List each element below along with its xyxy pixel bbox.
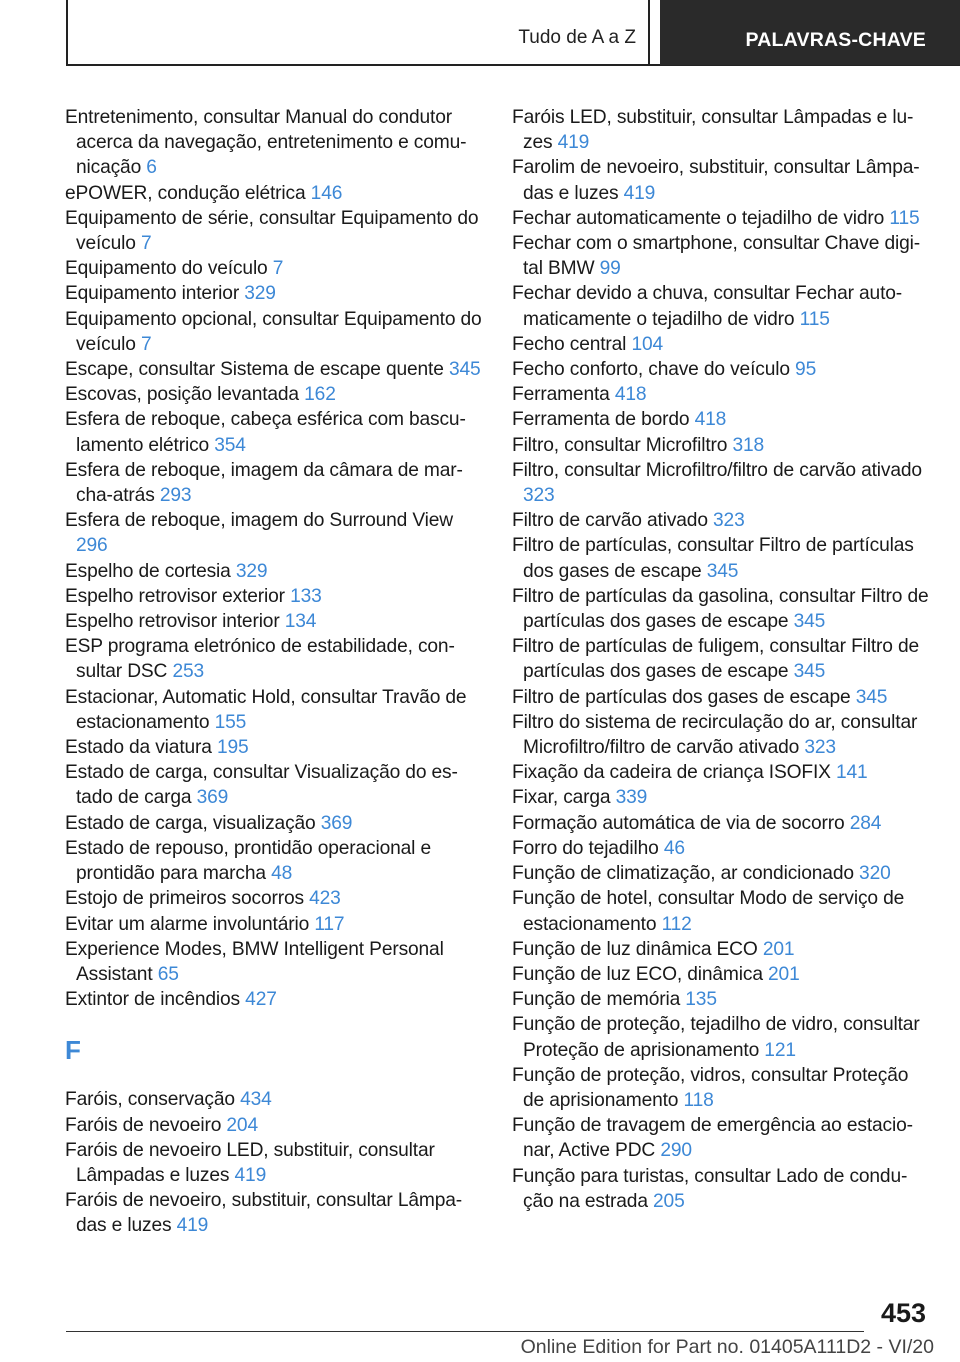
page-link[interactable]: 369 bbox=[320, 812, 353, 834]
index-entry-term: Faróis LED, substituir, consultar Lâmpadas e luzes bbox=[512, 107, 914, 154]
index-entry-term: Ferramenta de bordo bbox=[512, 409, 690, 431]
header-divider bbox=[648, 0, 650, 65]
index-entry bbox=[512, 962, 930, 987]
page-link[interactable]: 253 bbox=[172, 661, 205, 683]
index-entry bbox=[512, 206, 930, 231]
page-link[interactable]: 133 bbox=[290, 585, 322, 607]
index-entry-term: Farolim de nevoeiro, substituir, consultar Lâmpadas e luzes bbox=[512, 157, 920, 204]
index-letter-heading: F bbox=[65, 1035, 81, 1066]
index-entry-term: Extintor de incêndios bbox=[65, 989, 240, 1011]
index-entry bbox=[512, 584, 930, 634]
index-entry bbox=[512, 433, 930, 458]
index-entry bbox=[65, 307, 483, 357]
index-entry-term: Função de climatização, ar condicionado bbox=[512, 863, 854, 885]
page-link[interactable]: 195 bbox=[216, 737, 249, 759]
page-link[interactable]: 201 bbox=[768, 963, 800, 985]
page-link[interactable]: 345 bbox=[706, 560, 739, 582]
index-entry-term: Fechar automaticamente o tejadilho de vidro bbox=[512, 207, 885, 229]
index-entry-term: Espelho de cortesia bbox=[65, 560, 231, 582]
index-entry bbox=[65, 735, 483, 760]
index-entry-term: Formação automática de via de socorro bbox=[512, 812, 845, 834]
index-entry-term: Estado de repouso, prontidão operacional e prontidão para marcha bbox=[65, 837, 431, 885]
index-entry-term: Equipamento de série, consultar Equipamento do veículo bbox=[65, 207, 479, 255]
index-entry bbox=[512, 105, 930, 155]
page-link[interactable]: 112 bbox=[661, 913, 692, 935]
index-entry bbox=[512, 785, 930, 810]
index-group-f bbox=[65, 1087, 483, 1238]
page-link[interactable]: 318 bbox=[732, 434, 765, 456]
page-link[interactable]: 339 bbox=[615, 787, 648, 809]
page-link[interactable]: 6 bbox=[146, 157, 157, 179]
index-entry-term: Faróis, conservação bbox=[65, 1089, 235, 1111]
page-link[interactable]: 7 bbox=[272, 258, 284, 280]
page-link[interactable]: 118 bbox=[683, 1089, 714, 1111]
index-entry-term: Esfera de reboque, cabeça esférica com basculamento elétrico bbox=[65, 409, 466, 456]
footer-rule bbox=[66, 1331, 864, 1332]
index-entry-term: Faróis de nevoeiro bbox=[65, 1114, 222, 1136]
page-link[interactable]: 329 bbox=[244, 283, 276, 305]
index-entry-term: Faróis de nevoeiro, substituir, consultar Lâmpadas e luzes bbox=[65, 1190, 463, 1237]
index-entry bbox=[65, 584, 483, 609]
page-link[interactable]: 354 bbox=[214, 434, 246, 456]
page-link[interactable]: 115 bbox=[799, 308, 830, 330]
index-group-f-continued bbox=[512, 105, 930, 1214]
index-column-right bbox=[512, 105, 930, 1214]
page-link[interactable]: 141 bbox=[836, 762, 868, 784]
index-entry bbox=[512, 634, 930, 684]
index-entry-term: Fixação da cadeira de criança ISOFIX bbox=[512, 762, 831, 784]
index-entry-term: Função para turistas, consultar Lado de condução na estrada bbox=[512, 1165, 908, 1212]
page-link[interactable]: 345 bbox=[448, 359, 481, 381]
page-link[interactable]: 205 bbox=[653, 1190, 685, 1212]
page-link[interactable]: 284 bbox=[849, 812, 882, 834]
index-entry bbox=[65, 685, 483, 735]
header-left-rule bbox=[66, 0, 68, 65]
index-entry-term: Filtro do sistema de recirculação do ar, consultar Microfiltro/filtro de carvão ativado bbox=[512, 711, 918, 759]
index-entry-term: Fechar com o smartphone, consultar Chave digital BMW bbox=[512, 233, 921, 280]
index-entry bbox=[65, 836, 483, 886]
index-entry-term: Estacionar, Automatic Hold, consultar Travão de estacionamento bbox=[65, 686, 467, 733]
page-link[interactable]: 146 bbox=[310, 182, 343, 204]
index-entry-term: Espelho retrovisor exterior bbox=[65, 585, 285, 607]
index-entry-term: Estado de carga, consultar Visualização do estado de carga bbox=[65, 762, 458, 809]
index-entry-term: Filtro de partículas de fuligem, consultar Filtro de partículas dos gases de escape bbox=[512, 636, 920, 683]
index-entry bbox=[65, 559, 483, 584]
index-entry-term: Experience Modes, BMW Intelligent Personal Assistant bbox=[65, 938, 444, 985]
index-entry bbox=[65, 458, 483, 508]
index-entry-term: ESP programa eletrónico de estabilidade, consultar DSC bbox=[65, 636, 455, 683]
page-link[interactable]: 419 bbox=[176, 1215, 209, 1237]
page-link[interactable]: 7 bbox=[140, 233, 152, 255]
index-entry-term: ePOWER, condução elétrica bbox=[65, 182, 306, 204]
index-entry bbox=[512, 886, 930, 936]
index-entry-term: Função de proteção, tejadilho de vidro, consultar Proteção de aprisionamento bbox=[512, 1014, 920, 1061]
index-entry-term: Filtro de partículas, consultar Filtro de partículas dos gases de escape bbox=[512, 535, 914, 582]
page-link[interactable]: 104 bbox=[631, 333, 664, 355]
index-entry bbox=[512, 231, 930, 281]
index-entry-term: Fechar devido a chuva, consultar Fechar automaticamente o tejadilho de vidro bbox=[512, 283, 903, 330]
page-link[interactable]: 434 bbox=[240, 1089, 272, 1111]
index-entry-term: Esfera de reboque, imagem da câmara de marcha-atrás bbox=[65, 459, 463, 507]
index-entry-term: Faróis de nevoeiro LED, substituir, consultar Lâmpadas e luzes bbox=[65, 1139, 435, 1186]
page-link[interactable]: 369 bbox=[196, 787, 229, 809]
index-entry bbox=[65, 760, 483, 810]
index-entry bbox=[65, 1087, 483, 1112]
index-entry bbox=[512, 760, 930, 785]
page-link[interactable]: 323 bbox=[804, 737, 836, 759]
page-link[interactable]: 134 bbox=[284, 611, 317, 633]
page-link[interactable]: 48 bbox=[271, 863, 293, 885]
page-link[interactable]: 323 bbox=[713, 510, 745, 532]
index-entry bbox=[512, 1113, 930, 1163]
index-entry-term: Forro do tejadilho bbox=[512, 837, 659, 859]
index-entry bbox=[512, 937, 930, 962]
index-entry-term: Fixar, carga bbox=[512, 787, 611, 809]
index-entry bbox=[65, 181, 483, 206]
page-link[interactable]: 323 bbox=[523, 485, 555, 507]
index-entry bbox=[512, 357, 930, 382]
page-link[interactable]: 329 bbox=[235, 560, 268, 582]
index-entry-term: Estado da viatura bbox=[65, 737, 212, 759]
index-entry bbox=[65, 886, 483, 911]
index-entry bbox=[512, 533, 930, 583]
page-link[interactable]: 155 bbox=[214, 711, 247, 733]
index-entry-term: Filtro de partículas dos gases de escape bbox=[512, 686, 851, 708]
section-title: Tudo de A a Z bbox=[518, 27, 636, 48]
index-entry bbox=[512, 710, 930, 760]
index-entry-term: Entretenimento, consultar Manual do condutor acerca da navegação, entretenimento e comunicação bbox=[65, 107, 467, 179]
chapter-tab-label: PALAVRAS-CHAVE bbox=[745, 29, 926, 51]
index-entry bbox=[512, 811, 930, 836]
page-number: 453 bbox=[880, 1298, 926, 1328]
index-entry-term: Fecho central bbox=[512, 333, 627, 355]
page-link[interactable]: 419 bbox=[557, 132, 590, 154]
index-entry bbox=[512, 508, 930, 533]
index-entry-term: Filtro de partículas da gasolina, consultar Filtro de partículas dos gases de escape bbox=[512, 585, 929, 633]
index-entry bbox=[512, 458, 930, 508]
index-entry bbox=[65, 256, 483, 281]
index-entry bbox=[512, 155, 930, 205]
page-link[interactable]: 345 bbox=[855, 686, 888, 708]
index-entry-term: Estado de carga, visualização bbox=[65, 812, 316, 834]
index-entry bbox=[512, 281, 930, 331]
index-entry-term: Função de memória bbox=[512, 989, 681, 1011]
index-column-left bbox=[65, 105, 483, 1239]
page-link[interactable]: 115 bbox=[889, 207, 920, 229]
page-link[interactable]: 345 bbox=[793, 611, 826, 633]
page-link[interactable]: 290 bbox=[660, 1140, 692, 1162]
page-link[interactable]: 46 bbox=[663, 837, 685, 859]
index-entry-term: Função de travagem de emergência ao estacionar, Active PDC bbox=[512, 1115, 913, 1162]
index-entry bbox=[65, 382, 483, 407]
index-entry-term: Filtro de carvão ativado bbox=[512, 510, 708, 532]
index-entry-term: Evitar um alarme involuntário bbox=[65, 913, 310, 935]
index-entry bbox=[65, 508, 483, 558]
index-entry-term: Escape, consultar Sistema de escape quente bbox=[65, 359, 444, 381]
page-link[interactable]: 293 bbox=[159, 485, 192, 507]
page-link[interactable]: 95 bbox=[795, 359, 817, 381]
index-entry bbox=[512, 861, 930, 886]
index-entry bbox=[65, 1138, 483, 1188]
index-entry bbox=[512, 836, 930, 861]
page-link[interactable]: 201 bbox=[762, 938, 795, 960]
index-entry bbox=[512, 382, 930, 407]
page-link[interactable]: 99 bbox=[599, 258, 621, 280]
index-group-e bbox=[65, 105, 483, 1012]
page-link[interactable]: 419 bbox=[234, 1164, 267, 1186]
index-entry-term: Função de luz ECO, dinâmica bbox=[512, 963, 763, 985]
chapter-tab[interactable] bbox=[660, 0, 960, 65]
page-link[interactable]: 345 bbox=[793, 661, 826, 683]
page-link[interactable]: 423 bbox=[309, 888, 341, 910]
index-entry-term: Escovas, posição levantada bbox=[65, 384, 299, 406]
index-entry bbox=[512, 407, 930, 432]
page-link[interactable]: 320 bbox=[859, 863, 891, 885]
index-entry-term: Função de luz dinâmica ECO bbox=[512, 938, 758, 960]
index-entry-term: Esfera de reboque, imagem do Surround View bbox=[65, 510, 453, 532]
index-entry-term: Espelho retrovisor interior bbox=[65, 611, 280, 633]
index-entry-term: Estojo de primeiros socorros bbox=[65, 888, 304, 910]
page-link[interactable]: 296 bbox=[76, 535, 108, 557]
index-entry-term: Ferramenta bbox=[512, 384, 610, 406]
index-entry bbox=[65, 987, 483, 1012]
page-link[interactable]: 418 bbox=[614, 384, 647, 406]
index-entry bbox=[65, 105, 483, 181]
index-entry-term: Equipamento opcional, consultar Equipamento do veículo bbox=[65, 308, 482, 355]
footer-edition: Online Edition for Part no. 01405A111D2 - VI/20 bbox=[520, 1336, 934, 1358]
index-entry bbox=[65, 1113, 483, 1138]
index-entry bbox=[65, 206, 483, 256]
index-entry bbox=[512, 685, 930, 710]
index-entry bbox=[65, 912, 483, 937]
index-entry bbox=[65, 281, 483, 306]
index-entry bbox=[512, 1012, 930, 1062]
page-link[interactable]: 419 bbox=[623, 182, 656, 204]
index-entry bbox=[65, 357, 483, 382]
index-entry-term: Filtro, consultar Microfiltro/filtro de carvão ativado bbox=[512, 459, 922, 481]
index-entry bbox=[512, 1063, 930, 1113]
index-entry bbox=[65, 937, 483, 987]
index-entry bbox=[65, 1188, 483, 1238]
index-entry-term: Equipamento do veículo bbox=[65, 258, 268, 280]
page-link[interactable]: 117 bbox=[314, 913, 345, 935]
index-entry bbox=[65, 811, 483, 836]
index-entry-term: Filtro, consultar Microfiltro bbox=[512, 434, 728, 456]
index-entry bbox=[65, 407, 483, 457]
index-entry bbox=[512, 1164, 930, 1214]
page-link[interactable]: 121 bbox=[764, 1039, 796, 1061]
index-entry-term: Equipamento interior bbox=[65, 283, 240, 305]
index-entry bbox=[512, 987, 930, 1012]
index-entry bbox=[512, 332, 930, 357]
index-entry-term: Função de proteção, vidros, consultar Proteção de aprisionamento bbox=[512, 1064, 909, 1111]
page-link[interactable]: 65 bbox=[157, 963, 179, 985]
index-entry bbox=[65, 634, 483, 684]
page-link[interactable]: 162 bbox=[304, 384, 336, 406]
index-entry-term: Fecho conforto, chave do veículo bbox=[512, 359, 790, 381]
index-entry-term: Função de hotel, consultar Modo de serviço de estacionamento bbox=[512, 888, 905, 935]
page-link[interactable]: 418 bbox=[694, 409, 727, 431]
page-link[interactable]: 204 bbox=[226, 1114, 258, 1136]
page-link[interactable]: 427 bbox=[245, 989, 277, 1011]
page-link[interactable]: 135 bbox=[685, 989, 717, 1011]
index-entry bbox=[65, 609, 483, 634]
page-link[interactable]: 7 bbox=[140, 333, 152, 355]
